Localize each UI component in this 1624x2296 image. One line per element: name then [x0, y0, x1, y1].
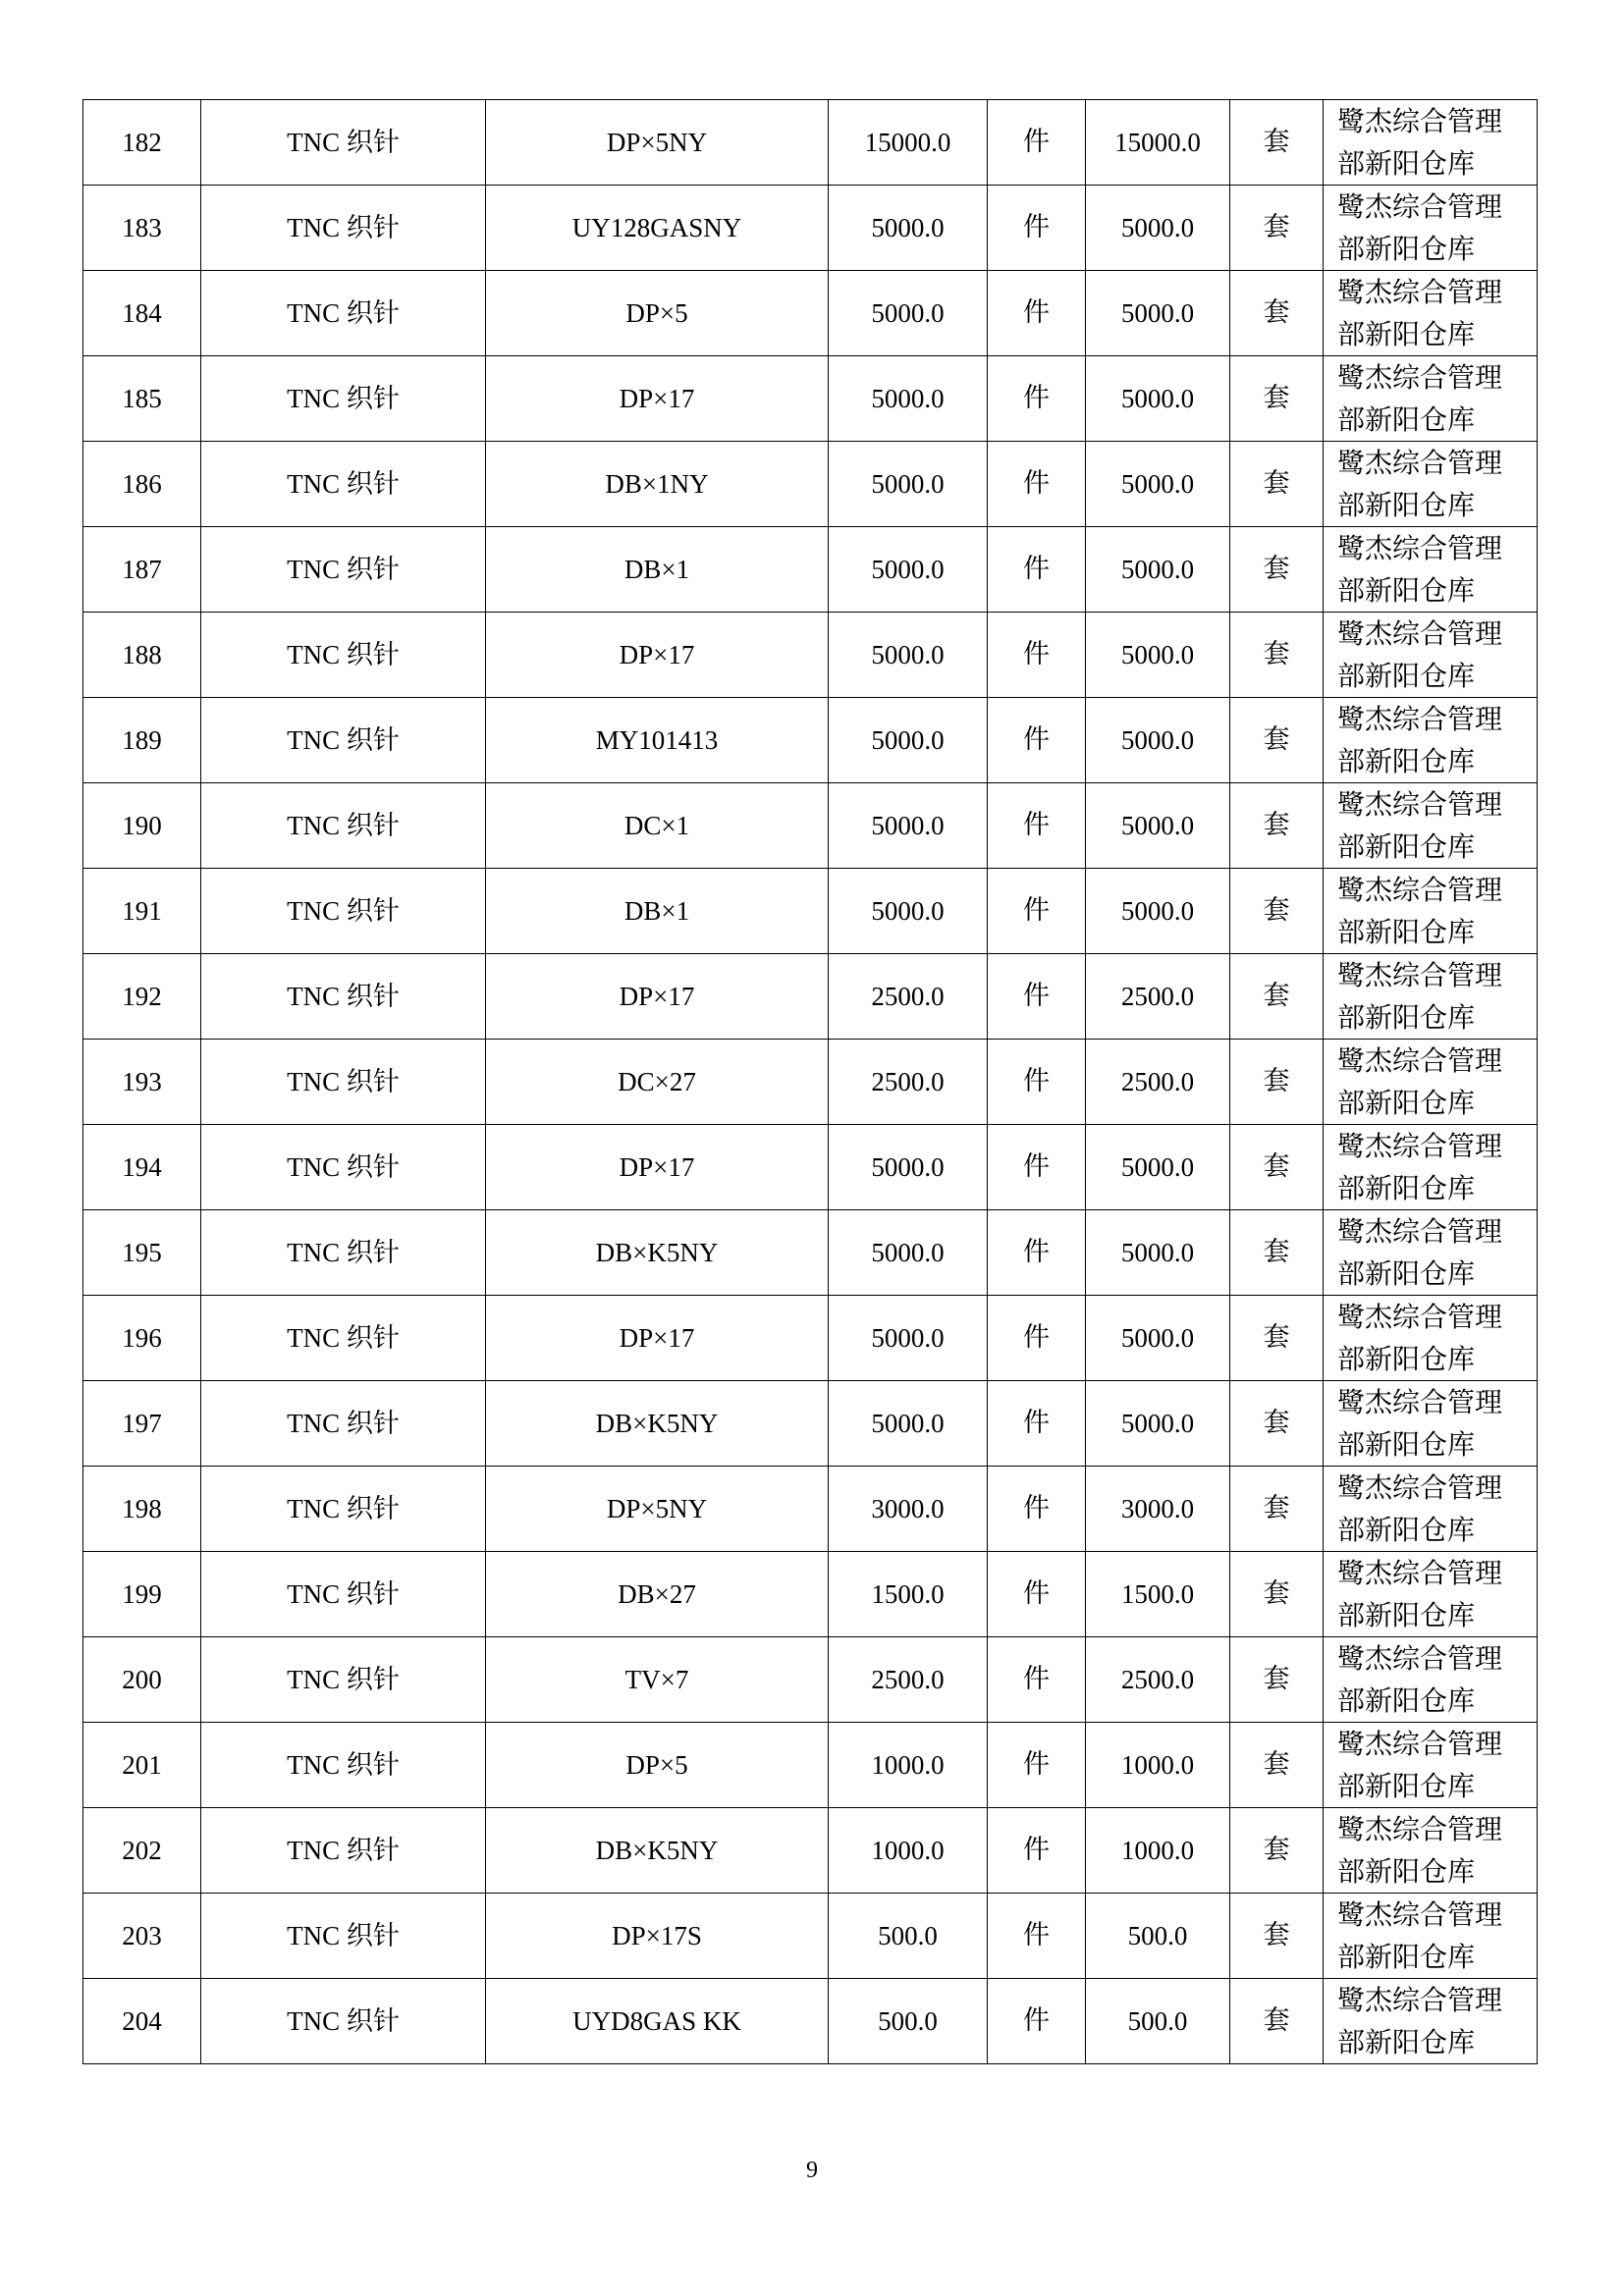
item-number-cell: 184	[83, 271, 201, 356]
model-cell: DP×17S	[486, 1894, 829, 1979]
model-cell: DB×K5NY	[486, 1210, 829, 1296]
table-row	[83, 1210, 1538, 1296]
table-row	[83, 1979, 1538, 2064]
item-number-cell: 194	[83, 1125, 201, 1210]
item-name-cell: TNC 织针	[201, 186, 486, 271]
amount-cell: 2500.0	[1086, 1637, 1230, 1723]
table-row	[83, 1808, 1538, 1894]
unit-cell: 件	[988, 1125, 1086, 1210]
item-name-cell: TNC 织针	[201, 356, 486, 442]
table-row	[83, 271, 1538, 356]
location-cell	[1324, 954, 1538, 1040]
location-cell	[1324, 1808, 1538, 1894]
amount-cell: 15000.0	[1086, 100, 1230, 186]
item-name-cell: TNC 织针	[201, 954, 486, 1040]
item-name-cell: TNC 织针	[201, 613, 486, 698]
item-name-cell: TNC 织针	[201, 100, 486, 186]
location-line-2: 部新阳仓库	[1337, 1001, 1476, 1034]
amount-cell: 5000.0	[1086, 1381, 1230, 1467]
location-line-1: 鹭杰综合管理	[1337, 1044, 1503, 1077]
set-unit-cell: 套	[1230, 698, 1324, 783]
model-cell: DB×K5NY	[486, 1381, 829, 1467]
location-line-2: 部新阳仓库	[1337, 233, 1476, 265]
model-cell: DC×1	[486, 783, 829, 869]
inventory-table	[82, 99, 1538, 2064]
set-unit-cell: 套	[1230, 1296, 1324, 1381]
location-line-2: 部新阳仓库	[1337, 745, 1476, 777]
model-cell: UYD8GAS KK	[486, 1979, 829, 2064]
unit-cell: 件	[988, 698, 1086, 783]
quantity-cell: 1500.0	[829, 1552, 988, 1637]
location-line-1: 鹭杰综合管理	[1337, 874, 1503, 906]
item-name-cell: TNC 织针	[201, 1296, 486, 1381]
item-number-cell: 189	[83, 698, 201, 783]
amount-cell: 5000.0	[1086, 869, 1230, 954]
model-cell: DP×5	[486, 1723, 829, 1808]
model-cell: DB×K5NY	[486, 1808, 829, 1894]
item-number-cell: 198	[83, 1467, 201, 1552]
location-line-1: 鹭杰综合管理	[1337, 105, 1503, 137]
location-line-2: 部新阳仓库	[1337, 1514, 1476, 1546]
unit-cell: 件	[988, 186, 1086, 271]
item-number-cell: 185	[83, 356, 201, 442]
amount-cell: 5000.0	[1086, 527, 1230, 613]
unit-cell: 件	[988, 1467, 1086, 1552]
amount-cell: 5000.0	[1086, 613, 1230, 698]
quantity-cell: 5000.0	[829, 186, 988, 271]
location-line-1: 鹭杰综合管理	[1337, 617, 1503, 650]
amount-cell: 5000.0	[1086, 1125, 1230, 1210]
quantity-cell: 5000.0	[829, 527, 988, 613]
location-line-1: 鹭杰综合管理	[1337, 1386, 1503, 1418]
item-name-cell: TNC 织针	[201, 1381, 486, 1467]
item-number-cell: 182	[83, 100, 201, 186]
location-line-1: 鹭杰综合管理	[1337, 276, 1503, 308]
item-name-cell: TNC 织针	[201, 1040, 486, 1125]
location-line-1: 鹭杰综合管理	[1337, 190, 1503, 223]
set-unit-cell: 套	[1230, 1210, 1324, 1296]
unit-cell: 件	[988, 527, 1086, 613]
amount-cell: 2500.0	[1086, 954, 1230, 1040]
amount-cell: 1000.0	[1086, 1723, 1230, 1808]
unit-cell: 件	[988, 1381, 1086, 1467]
location-line-1: 鹭杰综合管理	[1337, 1898, 1503, 1931]
quantity-cell: 5000.0	[829, 356, 988, 442]
item-number-cell: 201	[83, 1723, 201, 1808]
set-unit-cell: 套	[1230, 100, 1324, 186]
model-cell: DB×27	[486, 1552, 829, 1637]
set-unit-cell: 套	[1230, 954, 1324, 1040]
table-row	[83, 356, 1538, 442]
location-cell	[1324, 1467, 1538, 1552]
location-line-1: 鹭杰综合管理	[1337, 1130, 1503, 1162]
model-cell: DP×5NY	[486, 100, 829, 186]
amount-cell: 5000.0	[1086, 698, 1230, 783]
quantity-cell: 5000.0	[829, 442, 988, 527]
location-cell	[1324, 442, 1538, 527]
item-name-cell: TNC 织针	[201, 1125, 486, 1210]
amount-cell: 2500.0	[1086, 1040, 1230, 1125]
quantity-cell: 3000.0	[829, 1467, 988, 1552]
amount-cell: 3000.0	[1086, 1467, 1230, 1552]
model-cell: DC×27	[486, 1040, 829, 1125]
location-line-2: 部新阳仓库	[1337, 1941, 1476, 1973]
quantity-cell: 500.0	[829, 1979, 988, 2064]
unit-cell: 件	[988, 1894, 1086, 1979]
quantity-cell: 5000.0	[829, 1210, 988, 1296]
item-name-cell: TNC 织针	[201, 1808, 486, 1894]
table-row	[83, 1552, 1538, 1637]
table-row	[83, 1894, 1538, 1979]
model-cell: TV×7	[486, 1637, 829, 1723]
model-cell: DP×17	[486, 954, 829, 1040]
location-cell	[1324, 100, 1538, 186]
amount-cell: 5000.0	[1086, 442, 1230, 527]
item-name-cell: TNC 织针	[201, 1637, 486, 1723]
model-cell: DP×17	[486, 613, 829, 698]
quantity-cell: 2500.0	[829, 1040, 988, 1125]
location-line-2: 部新阳仓库	[1337, 318, 1476, 350]
set-unit-cell: 套	[1230, 869, 1324, 954]
quantity-cell: 1000.0	[829, 1808, 988, 1894]
set-unit-cell: 套	[1230, 1894, 1324, 1979]
quantity-cell: 500.0	[829, 1894, 988, 1979]
item-name-cell: TNC 织针	[201, 783, 486, 869]
table-row	[83, 1381, 1538, 1467]
table-row	[83, 186, 1538, 271]
set-unit-cell: 套	[1230, 1467, 1324, 1552]
item-number-cell: 183	[83, 186, 201, 271]
unit-cell: 件	[988, 1040, 1086, 1125]
set-unit-cell: 套	[1230, 442, 1324, 527]
item-name-cell: TNC 织针	[201, 1894, 486, 1979]
item-name-cell: TNC 织针	[201, 1552, 486, 1637]
amount-cell: 5000.0	[1086, 271, 1230, 356]
location-line-1: 鹭杰综合管理	[1337, 703, 1503, 735]
amount-cell: 5000.0	[1086, 1210, 1230, 1296]
set-unit-cell: 套	[1230, 527, 1324, 613]
quantity-cell: 5000.0	[829, 1296, 988, 1381]
location-cell	[1324, 1637, 1538, 1723]
item-number-cell: 186	[83, 442, 201, 527]
table-row	[83, 1723, 1538, 1808]
quantity-cell: 2500.0	[829, 954, 988, 1040]
location-cell	[1324, 698, 1538, 783]
unit-cell: 件	[988, 1808, 1086, 1894]
location-line-2: 部新阳仓库	[1337, 660, 1476, 692]
item-name-cell: TNC 织针	[201, 869, 486, 954]
set-unit-cell: 套	[1230, 783, 1324, 869]
table-row	[83, 1040, 1538, 1125]
set-unit-cell: 套	[1230, 1381, 1324, 1467]
quantity-cell: 5000.0	[829, 869, 988, 954]
set-unit-cell: 套	[1230, 356, 1324, 442]
model-cell: DB×1	[486, 527, 829, 613]
location-cell	[1324, 783, 1538, 869]
location-line-2: 部新阳仓库	[1337, 1257, 1476, 1290]
model-cell: DP×17	[486, 356, 829, 442]
table-row	[83, 442, 1538, 527]
item-number-cell: 202	[83, 1808, 201, 1894]
location-line-1: 鹭杰综合管理	[1337, 1642, 1503, 1675]
location-line-1: 鹭杰综合管理	[1337, 1813, 1503, 1845]
table-row	[83, 1125, 1538, 1210]
location-line-2: 部新阳仓库	[1337, 1770, 1476, 1802]
unit-cell: 件	[988, 1552, 1086, 1637]
location-line-2: 部新阳仓库	[1337, 1087, 1476, 1119]
item-number-cell: 203	[83, 1894, 201, 1979]
unit-cell: 件	[988, 869, 1086, 954]
item-number-cell: 200	[83, 1637, 201, 1723]
location-line-1: 鹭杰综合管理	[1337, 447, 1503, 479]
item-number-cell: 192	[83, 954, 201, 1040]
location-line-1: 鹭杰综合管理	[1337, 1471, 1503, 1504]
location-line-1: 鹭杰综合管理	[1337, 1215, 1503, 1248]
location-cell	[1324, 869, 1538, 954]
location-line-2: 部新阳仓库	[1337, 1172, 1476, 1204]
location-cell	[1324, 1552, 1538, 1637]
unit-cell: 件	[988, 100, 1086, 186]
location-cell	[1324, 1210, 1538, 1296]
quantity-cell: 5000.0	[829, 783, 988, 869]
quantity-cell: 5000.0	[829, 1125, 988, 1210]
quantity-cell: 15000.0	[829, 100, 988, 186]
item-number-cell: 195	[83, 1210, 201, 1296]
location-cell	[1324, 1979, 1538, 2064]
amount-cell: 5000.0	[1086, 356, 1230, 442]
model-cell: MY101413	[486, 698, 829, 783]
table-row	[83, 869, 1538, 954]
amount-cell: 5000.0	[1086, 783, 1230, 869]
location-line-1: 鹭杰综合管理	[1337, 532, 1503, 564]
item-number-cell: 196	[83, 1296, 201, 1381]
location-cell	[1324, 613, 1538, 698]
table-row	[83, 1467, 1538, 1552]
item-name-cell: TNC 织针	[201, 442, 486, 527]
location-line-1: 鹭杰综合管理	[1337, 1984, 1503, 2016]
unit-cell: 件	[988, 1637, 1086, 1723]
location-cell	[1324, 1723, 1538, 1808]
model-cell: UY128GASNY	[486, 186, 829, 271]
amount-cell: 1000.0	[1086, 1808, 1230, 1894]
amount-cell: 500.0	[1086, 1894, 1230, 1979]
location-line-1: 鹭杰综合管理	[1337, 959, 1503, 991]
set-unit-cell: 套	[1230, 1637, 1324, 1723]
item-name-cell: TNC 织针	[201, 1467, 486, 1552]
location-line-2: 部新阳仓库	[1337, 916, 1476, 948]
set-unit-cell: 套	[1230, 1552, 1324, 1637]
quantity-cell: 5000.0	[829, 271, 988, 356]
item-name-cell: TNC 织针	[201, 271, 486, 356]
quantity-cell: 2500.0	[829, 1637, 988, 1723]
item-number-cell: 190	[83, 783, 201, 869]
amount-cell: 5000.0	[1086, 186, 1230, 271]
set-unit-cell: 套	[1230, 186, 1324, 271]
amount-cell: 5000.0	[1086, 1296, 1230, 1381]
item-number-cell: 204	[83, 1979, 201, 2064]
item-number-cell: 187	[83, 527, 201, 613]
location-cell	[1324, 527, 1538, 613]
location-cell	[1324, 271, 1538, 356]
location-line-1: 鹭杰综合管理	[1337, 1728, 1503, 1760]
location-cell	[1324, 186, 1538, 271]
table-row	[83, 527, 1538, 613]
location-line-2: 部新阳仓库	[1337, 489, 1476, 521]
table-row	[83, 1637, 1538, 1723]
item-number-cell: 191	[83, 869, 201, 954]
unit-cell: 件	[988, 1210, 1086, 1296]
unit-cell: 件	[988, 613, 1086, 698]
table-row	[83, 954, 1538, 1040]
location-line-1: 鹭杰综合管理	[1337, 361, 1503, 394]
table-row	[83, 1296, 1538, 1381]
quantity-cell: 1000.0	[829, 1723, 988, 1808]
location-line-2: 部新阳仓库	[1337, 830, 1476, 863]
location-cell	[1324, 1296, 1538, 1381]
location-cell	[1324, 1125, 1538, 1210]
set-unit-cell: 套	[1230, 1125, 1324, 1210]
model-cell: DP×17	[486, 1125, 829, 1210]
location-cell	[1324, 1040, 1538, 1125]
unit-cell: 件	[988, 1296, 1086, 1381]
set-unit-cell: 套	[1230, 1723, 1324, 1808]
location-cell	[1324, 1381, 1538, 1467]
model-cell: DB×1	[486, 869, 829, 954]
page-number: 9	[806, 2158, 818, 2183]
unit-cell: 件	[988, 356, 1086, 442]
item-number-cell: 199	[83, 1552, 201, 1637]
set-unit-cell: 套	[1230, 271, 1324, 356]
model-cell: DB×1NY	[486, 442, 829, 527]
table-row	[83, 613, 1538, 698]
unit-cell: 件	[988, 783, 1086, 869]
location-cell	[1324, 356, 1538, 442]
location-line-1: 鹭杰综合管理	[1337, 1301, 1503, 1333]
location-line-2: 部新阳仓库	[1337, 1599, 1476, 1631]
set-unit-cell: 套	[1230, 1808, 1324, 1894]
item-number-cell: 197	[83, 1381, 201, 1467]
location-cell	[1324, 1894, 1538, 1979]
location-line-2: 部新阳仓库	[1337, 1428, 1476, 1461]
table-row	[83, 783, 1538, 869]
unit-cell: 件	[988, 271, 1086, 356]
amount-cell: 1500.0	[1086, 1552, 1230, 1637]
table-row	[83, 698, 1538, 783]
set-unit-cell: 套	[1230, 1979, 1324, 2064]
location-line-2: 部新阳仓库	[1337, 1684, 1476, 1717]
location-line-2: 部新阳仓库	[1337, 2026, 1476, 2058]
location-line-2: 部新阳仓库	[1337, 403, 1476, 436]
location-line-2: 部新阳仓库	[1337, 1343, 1476, 1375]
model-cell: DP×17	[486, 1296, 829, 1381]
quantity-cell: 5000.0	[829, 698, 988, 783]
set-unit-cell: 套	[1230, 1040, 1324, 1125]
quantity-cell: 5000.0	[829, 613, 988, 698]
amount-cell: 500.0	[1086, 1979, 1230, 2064]
item-name-cell: TNC 织针	[201, 527, 486, 613]
set-unit-cell: 套	[1230, 613, 1324, 698]
item-name-cell: TNC 织针	[201, 1210, 486, 1296]
model-cell: DP×5	[486, 271, 829, 356]
item-name-cell: TNC 织针	[201, 1723, 486, 1808]
item-name-cell: TNC 织针	[201, 698, 486, 783]
unit-cell: 件	[988, 442, 1086, 527]
model-cell: DP×5NY	[486, 1467, 829, 1552]
location-line-2: 部新阳仓库	[1337, 147, 1476, 180]
item-name-cell: TNC 织针	[201, 1979, 486, 2064]
location-line-1: 鹭杰综合管理	[1337, 1557, 1503, 1589]
table-body	[83, 100, 1538, 2064]
location-line-2: 部新阳仓库	[1337, 574, 1476, 607]
table-row	[83, 100, 1538, 186]
quantity-cell: 5000.0	[829, 1381, 988, 1467]
unit-cell: 件	[988, 954, 1086, 1040]
location-line-1: 鹭杰综合管理	[1337, 788, 1503, 821]
location-line-2: 部新阳仓库	[1337, 1855, 1476, 1888]
item-number-cell: 188	[83, 613, 201, 698]
unit-cell: 件	[988, 1723, 1086, 1808]
item-number-cell: 193	[83, 1040, 201, 1125]
unit-cell: 件	[988, 1979, 1086, 2064]
